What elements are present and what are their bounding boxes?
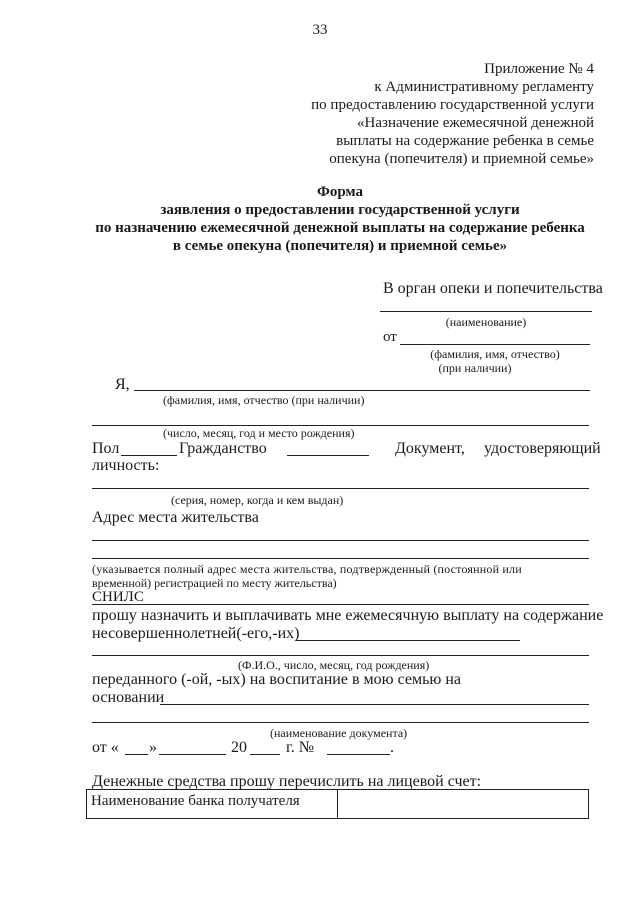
applicant-fio-caption: (фамилия, имя, отчество (при наличии): [163, 393, 365, 407]
snils-line[interactable]: [92, 604, 589, 605]
payment-heading: Денежные средства прошу перечислить на лицевой счет:: [92, 773, 482, 790]
minor-line[interactable]: [296, 640, 520, 641]
applicant-fio-line[interactable]: [134, 390, 590, 391]
date-end: .: [390, 739, 394, 756]
address-label: Адрес места жительства: [92, 509, 259, 526]
document-label: Документ,: [395, 440, 465, 457]
title-line-2: заявления о предоставлении государственной услуги: [160, 202, 520, 218]
snils-label: СНИЛС: [92, 589, 144, 605]
date-month-line[interactable]: [159, 754, 226, 755]
transferred-label: переданного (-ой, -ых) на воспитание в мою семью на: [92, 671, 462, 688]
document-line[interactable]: [92, 488, 589, 489]
citizenship-label: Гражданство: [179, 440, 267, 457]
address-caption-1: [92, 562, 589, 577]
basis-line[interactable]: [160, 704, 589, 705]
date-day-line[interactable]: [125, 754, 148, 755]
sex-line[interactable]: [121, 455, 177, 456]
address-line-2[interactable]: [92, 558, 589, 559]
sex-label: Пол: [92, 440, 120, 457]
date-year-line[interactable]: [250, 754, 280, 755]
appendix-line-3: по предоставлению государственной услуги: [311, 97, 594, 113]
request-line-2: несовершеннолетней(-его,-их): [92, 625, 300, 642]
i-label: Я,: [115, 376, 130, 393]
document-name-caption: (наименование документа): [270, 726, 408, 740]
date-quote-close: »: [149, 739, 157, 756]
appendix-line-1: Приложение № 4: [484, 61, 594, 77]
title-line-3: по назначению ежемесячной денежной выплаты на содержание ребенка: [95, 220, 585, 236]
appendix-line-2: к Административному регламенту: [374, 79, 594, 95]
from-label: от: [383, 329, 397, 345]
appendix-block: [311, 60, 594, 168]
identity-label: личность:: [92, 457, 160, 474]
from-if-any-caption: (при наличии): [438, 361, 512, 375]
citizenship-line[interactable]: [287, 455, 369, 456]
identifying-label: удостоверяющий: [484, 440, 601, 457]
document-caption: (серия, номер, когда и кем выдан): [171, 493, 344, 507]
from-fio-caption: (фамилия, имя, отчество): [430, 347, 560, 361]
title-line-1: Форма: [316, 184, 364, 200]
page-number: 33: [312, 22, 328, 38]
request-line-1: прошу назначить и выплачивать мне ежемесячную выплату на содержание: [92, 607, 604, 624]
form-title: [40, 183, 640, 255]
bank-table: [86, 789, 589, 819]
organ-name-line[interactable]: [380, 311, 592, 312]
appendix-line-6: опекуна (попечителя) и приемной семье»: [329, 151, 594, 167]
appendix-line-4: «Назначение ежемесячной денежной: [357, 115, 594, 131]
appendix-line-5: выплаты на содержание ребенка в семье: [336, 133, 594, 149]
basis-label: основании: [92, 689, 165, 706]
to-organ-label: В орган опеки и попечительства: [383, 280, 603, 297]
child-data-line[interactable]: [92, 655, 589, 656]
document-name-line[interactable]: [92, 722, 589, 723]
address-line-1[interactable]: [92, 540, 589, 541]
bank-name-field[interactable]: [338, 790, 588, 818]
date-number-line[interactable]: [327, 754, 390, 755]
organ-name-caption: (наименование): [445, 315, 527, 329]
child-caption: (Ф.И.О., число, месяц, год рождения): [238, 658, 430, 672]
address-caption-1-text: (указывается полный адрес места жительства, подтвержденный (постоянной или: [92, 562, 522, 576]
date-year-prefix: 20: [231, 739, 247, 756]
date-number-label: г. №: [286, 739, 315, 756]
title-line-4: в семье опекуна (попечителя) и приемной семье»: [172, 238, 508, 254]
date-from-label: от «: [92, 739, 119, 756]
from-fio-line[interactable]: [400, 344, 590, 345]
address-caption-2: временной) регистрацией по месту жительства): [92, 576, 337, 590]
birth-caption: (число, месяц, год и место рождения): [163, 426, 355, 440]
bank-name-label: Наименование банка получателя: [87, 790, 338, 818]
